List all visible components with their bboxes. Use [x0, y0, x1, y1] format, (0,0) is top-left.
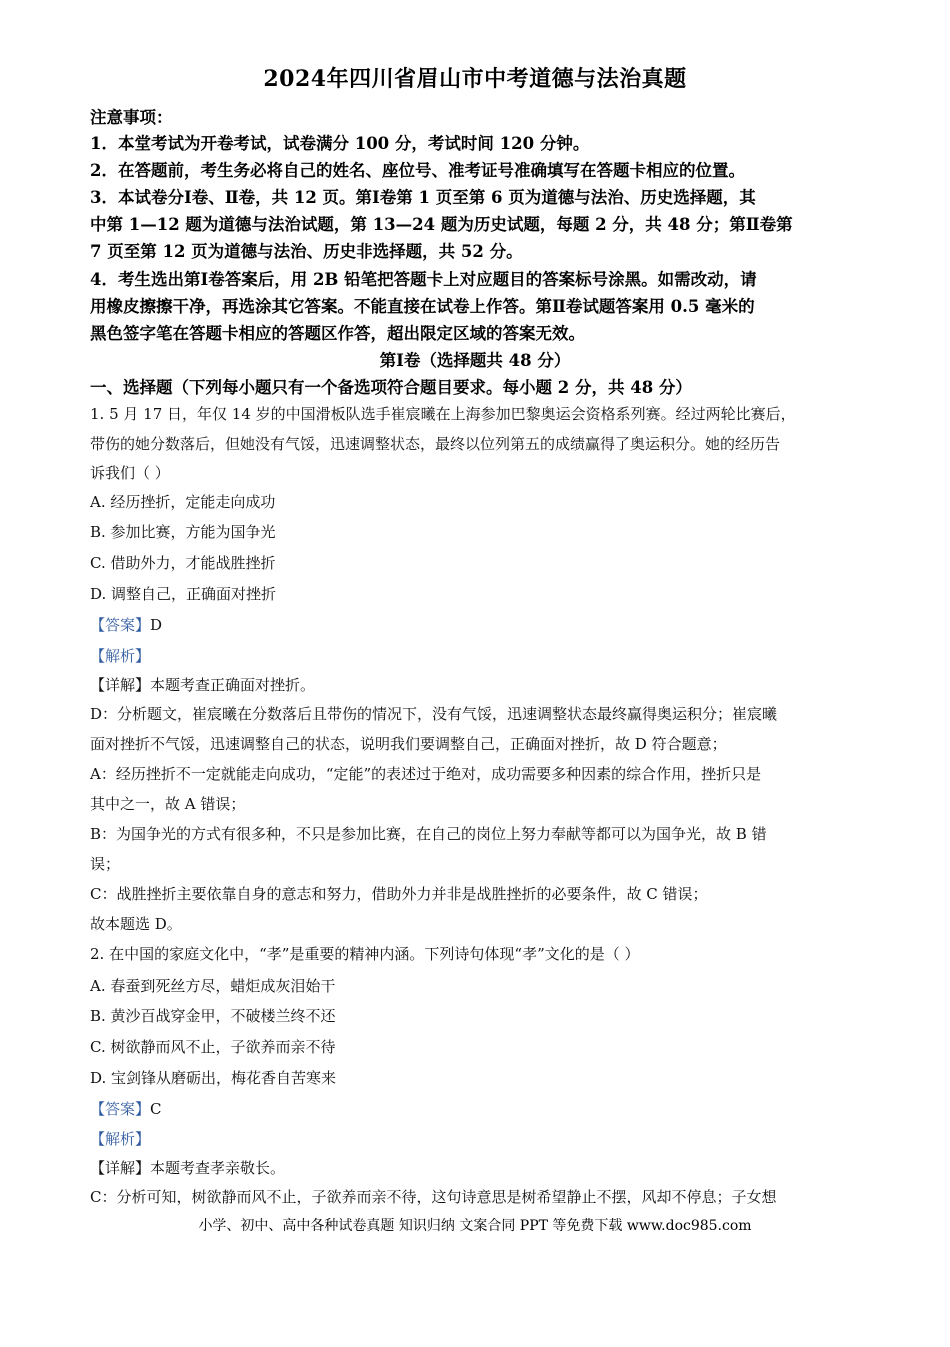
question-option: D. 调整自己，正确面对挫折 [90, 585, 277, 603]
question-option: D. 宝剑锋从磨砺出，梅花香自苦寒来 [90, 1069, 337, 1087]
detail-line: 其中之一，故 A 错误； [90, 795, 246, 813]
analysis-label: 【解析】 [90, 647, 151, 665]
part-heading: 一、选择题（下列每小题只有一个备选项符合题目要求。每小题 2 分，共 48 分） [90, 378, 692, 397]
notice-line: 7 页至第 12 页为道德与法治、历史非选择题，共 52 分。 [90, 242, 523, 261]
notice-line: 3．本试卷分Ⅰ卷、Ⅱ卷，共 12 页。第Ⅰ卷第 1 页至第 6 页为道德与法治、历史选择题，其 [90, 188, 756, 207]
notice-line: 黑色签字笔在答题卡相应的答题区作答，超出限定区域的答案无效。 [90, 324, 585, 343]
answer-value: C [150, 1100, 162, 1118]
answer-row [90, 1098, 162, 1119]
answer-row [90, 614, 162, 635]
detail-line: 面对挫折不气馁，迅速调整自己的状态，说明我们要调整自己，正确面对挫折，故 D 符合题意； [90, 735, 727, 753]
question-stem: 1. 5 月 17 日，年仅 14 岁的中国滑板队选手崔宸曦在上海参加巴黎奥运会资格系列赛。经过两轮比赛后， [90, 405, 796, 423]
question-stem: 2. 在中国的家庭文化中，“孝”是重要的精神内涵。下列诗句体现“孝”文化的是（ ） [90, 945, 640, 963]
detail-line: 误； [90, 855, 121, 873]
notice-line: 1．本堂考试为开卷考试，试卷满分 100 分，考试时间 120 分钟。 [90, 134, 590, 153]
detail-line: A：经历挫折不一定就能走向成功，“定能”的表述过于绝对，成功需要多种因素的综合作用，挫折只是 [90, 765, 762, 783]
section-title: 第Ⅰ卷（选择题共 48 分） [379, 351, 571, 370]
detail-line: 故本题选 D。 [90, 915, 182, 933]
question-stem: 诉我们（ ） [90, 464, 170, 482]
analysis-label: 【解析】 [90, 1130, 151, 1148]
notice-line: 中第 1—12 题为道德与法治试题，第 13—24 题为历史试题，每题 2 分，共 48 分；第Ⅱ卷第 [90, 215, 793, 234]
question-option: B. 黄沙百战穿金甲，不破楼兰终不还 [90, 1007, 336, 1025]
detail-line: 【详解】本题考查正确面对挫折。 [90, 676, 316, 694]
notice-heading: 注意事项： [90, 108, 173, 127]
question-option: A. 经历挫折，定能走向成功 [90, 493, 276, 511]
detail-line: C：分析可知，树欲静而风不止，子欲养而亲不待，这句诗意思是树希望静止不摆，风却不停息；子女想 [90, 1188, 777, 1206]
exam-title: 2024年四川省眉山市中考道德与法治真题 [263, 66, 687, 92]
notice-line: 4．考生选出第Ⅰ卷答案后，用 2B 铅笔把答题卡上对应题目的答案标号涂黑。如需改动，请 [90, 270, 757, 289]
detail-line: B：为国争光的方式有很多种，不只是参加比赛，在自己的岗位上努力奉献等都可以为国争光，故 B 错 [90, 825, 767, 843]
page-footer: 小学、初中、高中各种试卷真题 知识归纳 文案合同 PPT 等免费下载 www.doc985.com [198, 1218, 752, 1234]
answer-value: D [150, 616, 163, 634]
detail-line: 【详解】本题考查孝亲敬长。 [90, 1159, 286, 1177]
detail-line: C：战胜挫折主要依靠自身的意志和努力，借助外力并非是战胜挫折的必要条件，故 C 错误； [90, 885, 708, 903]
question-option: B. 参加比赛，方能为国争光 [90, 523, 276, 541]
notice-line: 用橡皮擦擦干净，再选涂其它答案。不能直接在试卷上作答。第Ⅱ卷试题答案用 0.5 毫米的 [90, 297, 755, 316]
detail-line: D：分析题文，崔宸曦在分数落后且带伤的情况下，没有气馁，迅速调整状态最终赢得奥运积分；崔宸曦 [90, 705, 778, 723]
question-stem: 带伤的她分数落后，但她没有气馁，迅速调整状态，最终以位列第五的成绩赢得了奥运积分。她的经历告 [90, 435, 781, 453]
question-option: A. 春蚕到死丝方尽，蜡炬成灰泪始干 [90, 977, 336, 995]
answer-label: 【答案】 [90, 616, 151, 634]
answer-label: 【答案】 [90, 1100, 151, 1118]
question-option: C. 树欲静而风不止，子欲养而亲不待 [90, 1038, 336, 1056]
notice-line: 2．在答题前，考生务必将自己的姓名、座位号、准考证号准确填写在答题卡相应的位置。 [90, 161, 745, 180]
question-option: C. 借助外力，才能战胜挫折 [90, 554, 276, 572]
